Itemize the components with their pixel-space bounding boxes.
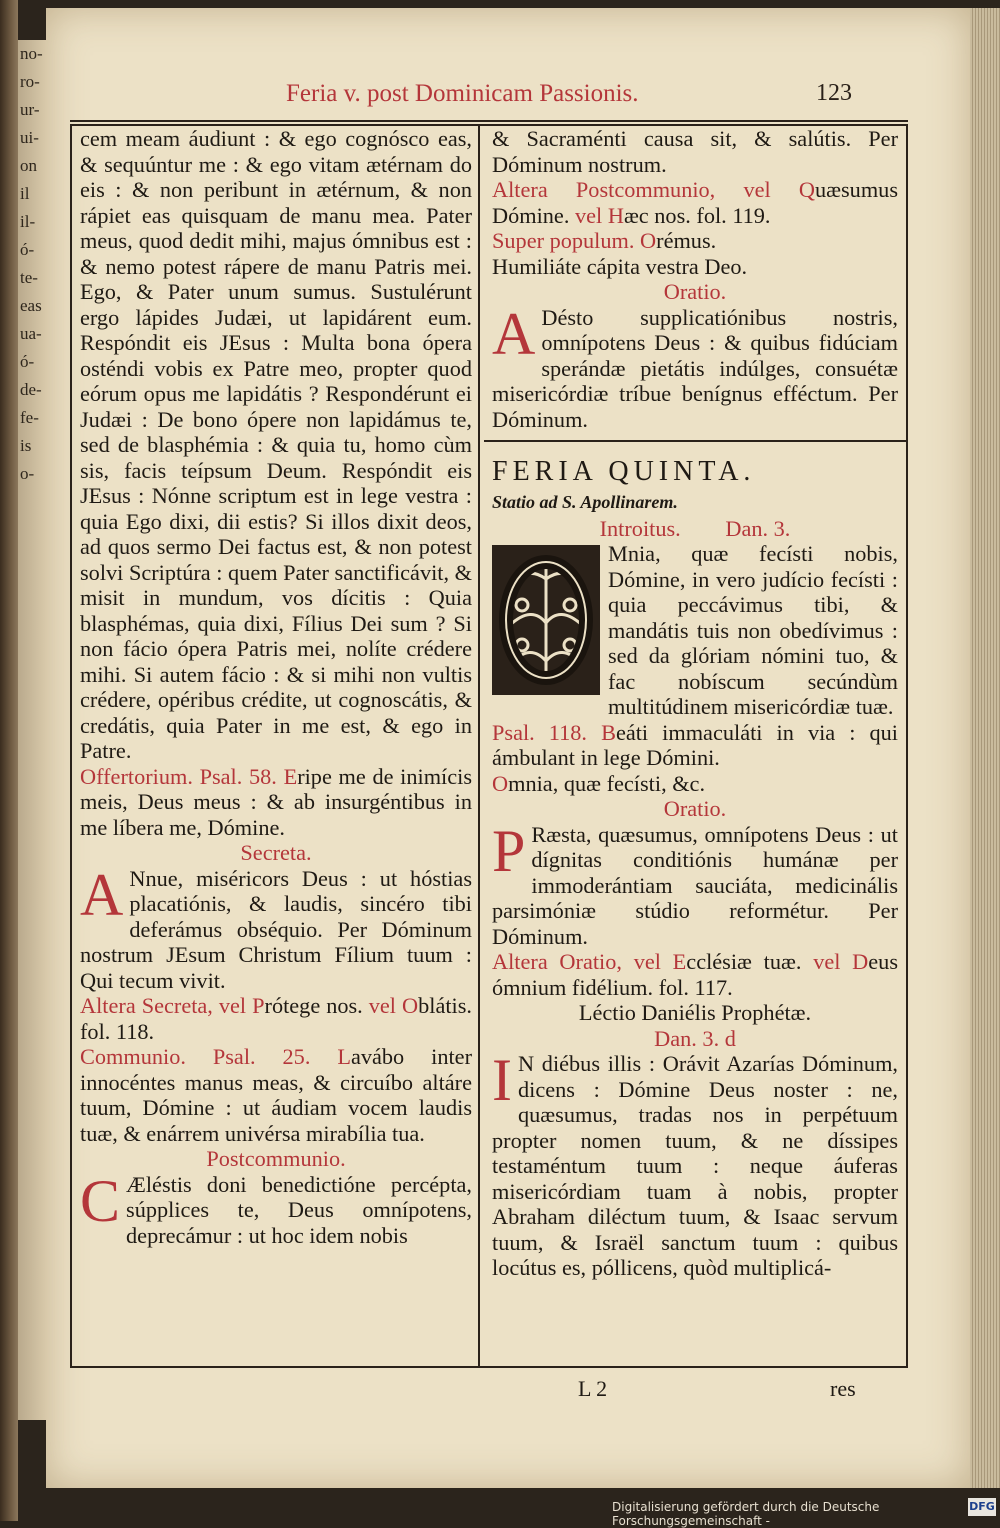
catchword: res xyxy=(830,1376,856,1401)
text-block xyxy=(80,764,472,841)
body-text: eus ómnium fidélium. fol. 117. xyxy=(492,949,899,1000)
text-block xyxy=(492,771,898,797)
body-text: mnia, quæ fecísti, &c. xyxy=(508,770,706,796)
text-block xyxy=(492,228,898,254)
book-spine xyxy=(0,0,18,1521)
facing-page-fragment: is xyxy=(20,436,32,455)
text-block xyxy=(492,817,898,950)
rubric-label: Altera Oratio, vel xyxy=(492,949,661,974)
rubric-initial: B xyxy=(601,719,616,745)
rubric-initial: P xyxy=(252,993,265,1018)
facing-page-fragment: ur- xyxy=(20,100,40,119)
rubric-heading xyxy=(80,1146,472,1172)
facing-page-fragment: ó- xyxy=(20,352,35,371)
footer-credit: Digitalisierung gefördert durch die Deutsche Forschungsgemeinschaft - xyxy=(612,1500,880,1528)
text-block xyxy=(80,1044,472,1146)
facing-page-fragment: ó- xyxy=(20,240,35,259)
left-column xyxy=(80,126,472,1248)
rubric-initial: O xyxy=(640,228,657,253)
text-block xyxy=(492,1047,898,1281)
facing-page-fragment: on xyxy=(20,156,37,175)
rubric-initial: E xyxy=(672,949,687,974)
drop-capital: P xyxy=(492,817,526,884)
rubric-label: Communio. Psal. 25. xyxy=(80,1044,311,1069)
text-block xyxy=(80,861,472,994)
rubric-heading xyxy=(492,279,898,305)
rubric-label: vel xyxy=(575,202,603,228)
text-block xyxy=(492,949,898,1000)
rubric-initial: O xyxy=(402,993,419,1018)
body-text: Ræsta, quæsumus, omnípotens Deus : ut dígnitas conditiónis humánæ per immoderántiam sauciáta, medicinális parsimóniæ stúdio reformétur. Per Dóminum. xyxy=(492,821,898,949)
rubric-initial: E xyxy=(283,763,298,789)
rubric-label: vel xyxy=(813,949,841,974)
rubric-initial: H xyxy=(607,202,624,228)
feria-heading: FERIA QUINTA. xyxy=(492,456,756,487)
rubric-label: Offertorium. Psal. 58. xyxy=(80,763,277,789)
facing-page-fragment: ui- xyxy=(20,128,39,147)
body-text: cem meam áudiunt : & ego cognósco eas, & sequúntur me : & ego vitam ætérnam do eis : & non peribunt in ætérnum, & non rápiet eas quisquam de manu mea. Pater meus, quod dedit mihi, majus ómnibus est : & nemo potest rápere de manu Patris mei. Ego, & Pater unum sumus. Sustulérunt ergo lápides Judæi, ut lapidárent eum. Respóndit eis JEsus : Multa bona ópera osténdi vobis ex Patre meo, propter quod eórum opus me lapidátis ? Respondérunt ei Judæi : De bono ópere non lapidámus te, sed de blasphémia : & quia tu, homo cùm sis, facis teípsum Deum. Respóndit eis JEsus : Nónne scriptum est in lege vestra : quia Ego dixi, dii estis? Si illos dixit deos, ad quos sermo Dei factus est, & non potest solvi Scriptúra : quem Pater sanctificávit, & misit in mundum, vos dícitis : Quia blasphémas, quia dixi, Fílius Dei sum ? Si non fácio ópera Patris mei, nolíte crédere mihi. Si autem fácio : & si mihi non vultis crédere, opéribus crédite, ut cognoscátis, & credátis, quia Pater in me est, & ego in Patre. xyxy=(80,126,472,763)
body-text: Désto supplicatiónibus nostris, omnípotens Deus : & quibus fidúciam sperándæ pietátis indúlges, consuétæ misericórdiæ tríbue benígnus efféctum. Per Dóminum. xyxy=(492,304,898,432)
facing-page-edge xyxy=(18,40,46,1420)
rubric-initial: Q xyxy=(798,177,815,202)
body-text: rótege nos. xyxy=(264,993,363,1018)
rubric-heading-text: Dan. 3. d xyxy=(654,1025,736,1051)
right-column xyxy=(492,126,898,1281)
body-text: ripe me de inimícis meis, Deus meus : & ab insurgéntibus in me líbera me, Dómine. xyxy=(80,763,473,840)
body-text: N diébus illis : Orávit Azarías Dóminum, dicens : Dómine Deus noster : ne, quæsumus, tradas nos in perpétuum propter nomen tuum, & ne díssipes testaméntum tuum : neque áuferas misericórdiam tuam à nobis, propter Abraham diléctum tuum, & Isaac servum tuum, & Israël sanctum tuum : quibus locútus es, póllicens, quòd multiplicá- xyxy=(492,1051,898,1280)
rubric-heading-text: Oratio. xyxy=(663,279,727,304)
body-text: Humiliáte cápita vestra Deo. xyxy=(492,253,748,279)
rubric-heading-text: Oratio. xyxy=(663,796,727,821)
facing-page-fragment: te- xyxy=(20,268,38,287)
facing-page-fragment: fe- xyxy=(20,408,39,427)
rubric-label: Altera Secreta, vel xyxy=(80,993,247,1018)
facing-page-fragment: ua- xyxy=(20,324,42,343)
facing-page-fragment: ro- xyxy=(20,72,40,91)
text-block xyxy=(492,541,898,720)
rubric-label: Altera Postcommunio, vel xyxy=(492,177,771,202)
rubric-initial: L xyxy=(337,1044,351,1069)
rubric-heading-text: Introitus. xyxy=(599,515,681,541)
rubric-label: Psal. 118. xyxy=(492,719,587,745)
dfg-logo: DFG xyxy=(968,1498,996,1516)
text-block xyxy=(80,1167,472,1249)
page-header xyxy=(46,80,970,116)
text-block xyxy=(492,720,898,771)
section-rule xyxy=(484,440,906,442)
rubric-heading-text: Secreta. xyxy=(240,840,312,865)
body-text: cclésiæ tuæ. xyxy=(686,949,802,974)
body-text: uæsumus Dómine. xyxy=(492,177,898,228)
rubric-label: Super populum. xyxy=(492,228,635,253)
body-text: rémus. xyxy=(656,228,717,253)
body-text: Mnia, quæ fecísti nobis, Dómine, in vero judício fecísti : quia peccávimus tibi, & mandátis tuis non obedívimus : sed da glóriam nómini tuo, & fac nobíscum secúndùm multitúdinem misericórdiæ tuæ. xyxy=(608,541,898,719)
lectio-heading: Léctio Daniélis Prophétæ. xyxy=(578,1000,812,1025)
body-text: blátis. fol. 118. xyxy=(80,993,473,1044)
rubric-heading xyxy=(492,1026,898,1052)
rubric-heading xyxy=(492,516,898,542)
body-text: & Sacraménti causa sit, & salútis. Per Dóminum nostrum. xyxy=(492,126,898,177)
statio-heading: Statio ad S. Apollinarem. xyxy=(492,492,678,512)
text-block xyxy=(80,993,472,1044)
header-rule xyxy=(70,120,908,122)
drop-capital: A xyxy=(492,300,536,367)
page-fore-edge xyxy=(970,8,1000,1488)
text-block xyxy=(80,126,472,764)
drop-capital: A xyxy=(80,861,124,928)
drop-capital: I xyxy=(492,1047,512,1113)
column-divider xyxy=(478,124,480,1368)
body-text: æc nos. fol. 119. xyxy=(623,202,771,228)
drop-capital: C xyxy=(80,1167,121,1234)
facing-page-fragment: de- xyxy=(20,380,42,399)
running-title: Feria v. post Dominicam Passionis. xyxy=(286,80,639,107)
page-number: 123 xyxy=(816,80,852,106)
rubric-heading-text: Postcommunio. xyxy=(206,1146,346,1171)
body-text: Nnue, miséricors Deus : ut hóstias placatiónis, & laudis, sincéro tibi deferámus obséquio. Per Dóminum nostrum JEsum Christum Fílium tuum : Qui tecum vivit. xyxy=(80,865,472,993)
rubric-heading xyxy=(492,796,898,822)
rubric-initial: O xyxy=(492,770,509,796)
rubric-heading xyxy=(80,840,472,866)
ornamental-initial-o xyxy=(492,545,600,695)
body-text: avábo inter innocéntes manus meas, & circuíbo altáre tuum, Dómine : ut áudiam vocem laudis tuæ, & enárrem univérsa mirabília tua. xyxy=(80,1044,472,1146)
body-text: eáti immaculáti in via : qui ámbulant in lege Dómini. xyxy=(492,719,898,770)
text-block xyxy=(492,126,898,177)
body-text: Æléstis doni benedictióne percépta, súpplices te, Deus omnípotens, deprecámur : ut hoc idem nobis xyxy=(126,1171,472,1248)
facing-page-fragment: il xyxy=(20,184,30,203)
rubric-initial: D xyxy=(852,949,869,974)
text-block xyxy=(492,300,898,433)
book-page xyxy=(46,8,970,1488)
text-block xyxy=(492,177,898,228)
rubric-label: vel xyxy=(368,993,397,1018)
rubric-reference: Dan. 3. xyxy=(725,515,791,541)
facing-page-fragment: eas xyxy=(20,296,42,315)
text-block xyxy=(492,254,898,280)
signature-mark: L 2 xyxy=(578,1376,608,1401)
facing-page-fragment: o- xyxy=(20,464,35,483)
facing-page-fragment: no- xyxy=(20,44,43,63)
facing-page-fragment: il- xyxy=(20,212,36,231)
